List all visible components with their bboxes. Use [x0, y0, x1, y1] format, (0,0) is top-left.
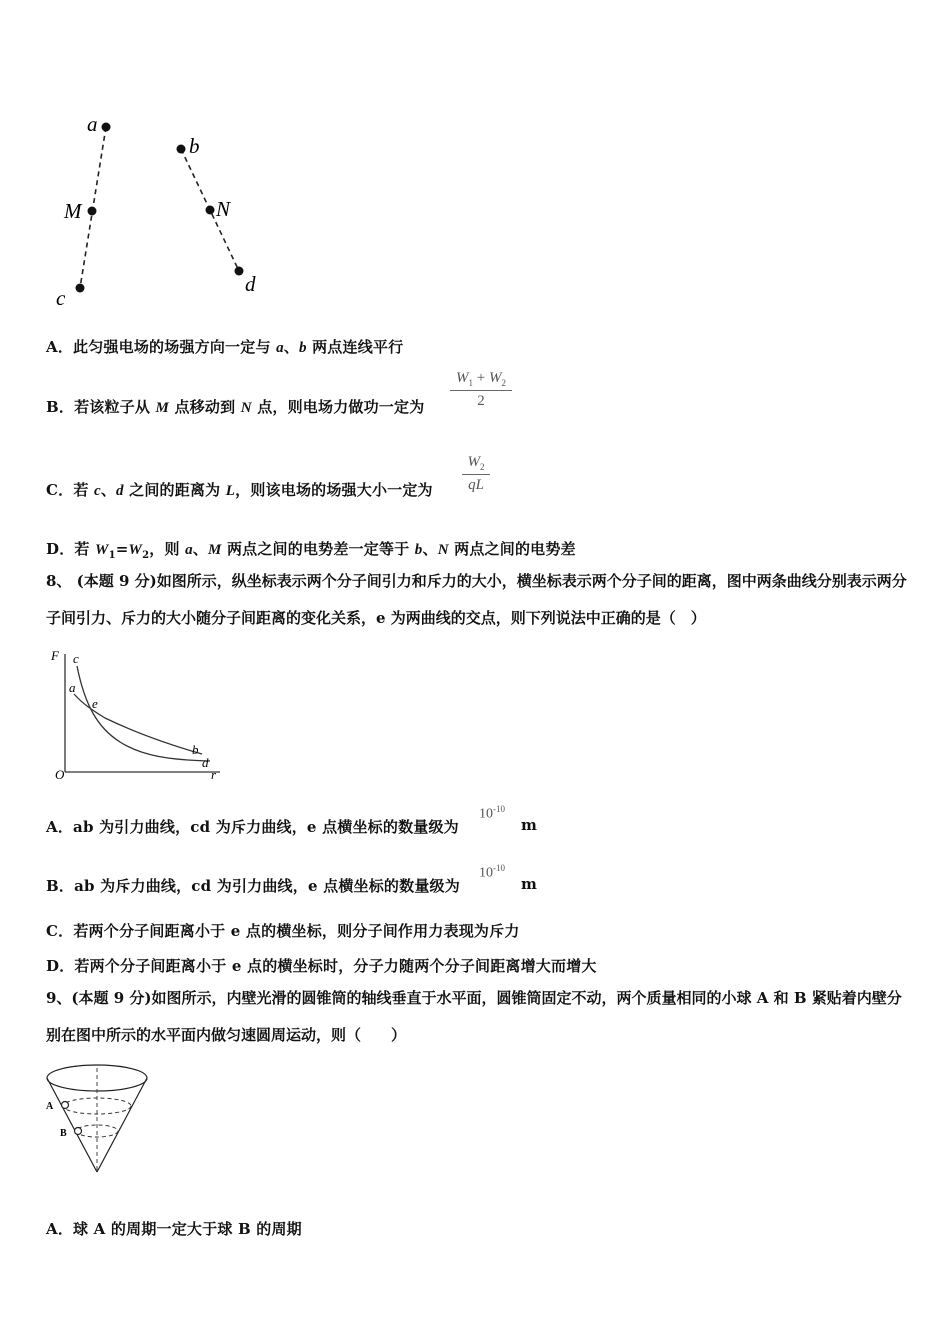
molecular-force-graph	[50, 646, 230, 786]
point-d	[235, 267, 244, 276]
point-a	[102, 123, 111, 132]
q8-option-c: C．若两个分子间距离小于 e 点的横坐标，则分子间作用力表现为斥力	[46, 922, 520, 940]
point-N	[206, 206, 215, 215]
cone-right-side	[97, 1078, 147, 1172]
q8-option-b: B．ab 为斥力曲线，cd 为引力曲线，e 点横坐标的数量级为	[46, 877, 460, 895]
q8-option-d: D．若两个分子间距离小于 e 点的横坐标时，分子力随两个分子间距离增大而增大	[46, 957, 597, 975]
point-b	[177, 145, 186, 154]
q7-option-c: C．若 c、d 之间的距离为 L，则该电场的场强大小一定为	[46, 481, 433, 499]
label-F: F	[51, 648, 59, 663]
label-r: r	[211, 767, 217, 782]
q8-option-a: A．ab 为引力曲线，cd 为斥力曲线，e 点横坐标的数量级为	[46, 818, 459, 836]
q7-option-b: B．若该粒子从 M 点移动到 N 点，则电场力做功一定为	[46, 398, 425, 416]
q8-b-magnitude: $10^{-10}$	[479, 863, 505, 881]
field-points-figure	[48, 105, 278, 305]
label-c: c	[56, 286, 66, 305]
cone-left-side	[47, 1078, 97, 1172]
point-c	[76, 284, 85, 293]
label-c-curve: c	[73, 651, 79, 666]
label-B-ball: B	[60, 1128, 67, 1139]
ball-b	[75, 1128, 82, 1135]
label-O: O	[55, 767, 65, 782]
q7-option-a: A．此匀强电场的场强方向一定与 a、b 两点连线平行	[46, 338, 404, 356]
q7-c-fraction: $\frac{W_2}{qL}$	[462, 454, 490, 494]
ball-a	[62, 1102, 69, 1109]
label-b-curve: b	[192, 742, 199, 757]
q9-stem: 9、(本题 9 分)如图所示，内壁光滑的圆锥筒的轴线垂直于水平面，圆锥筒固定不动，两个质量相同的小球 A 和 B 紧贴着内壁分别在图中所示的水平面内做匀速圆周运动，则（ ）	[46, 989, 902, 1044]
q8-a-unit: m	[521, 816, 538, 834]
q7-option-d: D．若 $W_1=W_2$，则 a、M 两点之间的电势差一定等于 b、N 两点之间的电势差	[46, 540, 576, 561]
label-b: b	[189, 134, 200, 158]
label-N: N	[216, 197, 231, 221]
label-a: a	[87, 112, 98, 136]
label-d: d	[245, 272, 256, 296]
label-A-ball: A	[46, 1101, 54, 1112]
label-M: M	[64, 199, 82, 223]
label-d-curve: d	[202, 755, 209, 770]
cone-figure	[44, 1058, 156, 1178]
q7-b-fraction: $\frac{W_1 + W_2}{2}$	[450, 370, 512, 410]
point-M	[88, 207, 97, 216]
label-e: e	[92, 696, 98, 711]
q9-option-a: A．球 A 的周期一定大于球 B 的周期	[46, 1220, 302, 1238]
q8-a-magnitude: $10^{-10}$	[479, 804, 505, 822]
q8-stem: 8、 (本题 9 分)如图所示，纵坐标表示两个分子间引力和斥力的大小，横坐标表示两个分子间的距离，图中两条曲线分别表示两分子间引力、斥力的大小随分子间距离的变化关系，e 为两曲线的交点，则下列说法中正确的是（ ）	[46, 572, 907, 627]
q8-b-unit: m	[521, 875, 538, 893]
label-a-curve: a	[69, 680, 76, 695]
